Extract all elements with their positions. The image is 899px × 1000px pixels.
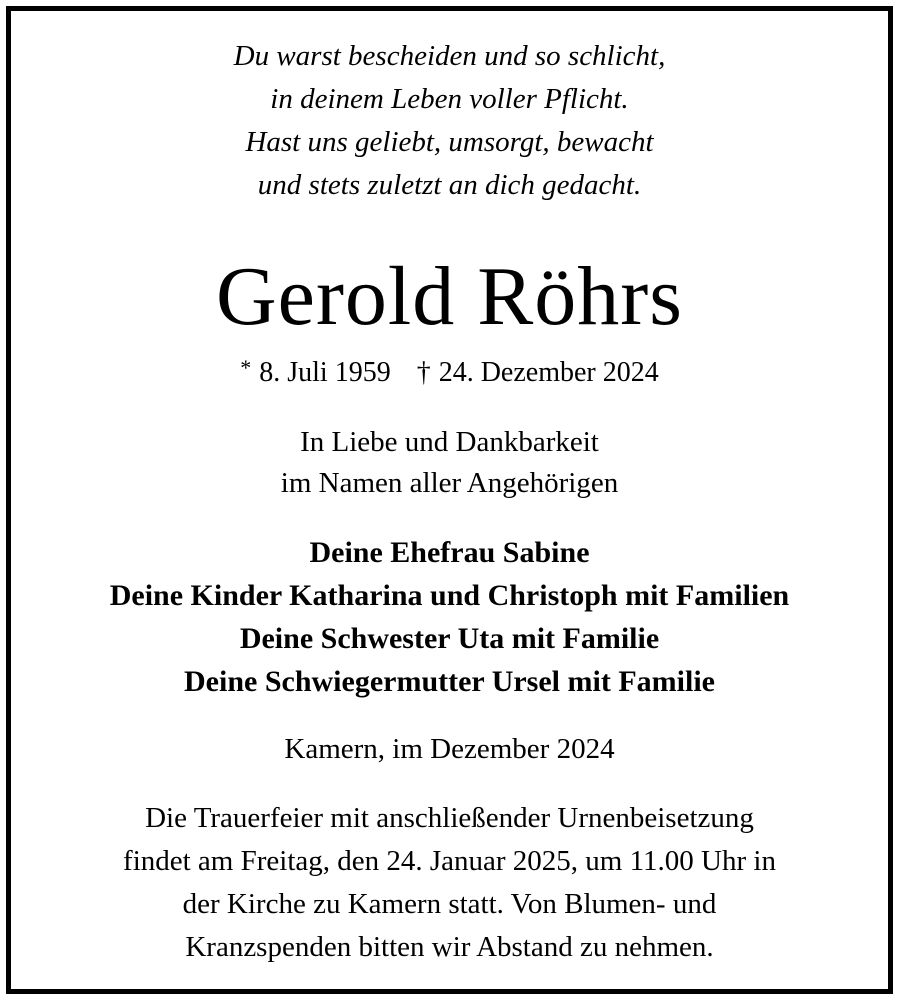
birth-symbol: * [240, 355, 252, 380]
death-date: 24. Dezember 2024 [438, 357, 659, 388]
poem-line: Du warst bescheiden und so schlicht, [233, 40, 666, 72]
poem-line: Hast uns geliebt, umsorgt, bewacht [245, 126, 654, 158]
family-member-line: Deine Schwiegermutter Ursel mit Familie [184, 665, 715, 698]
death-symbol: † [416, 357, 431, 388]
life-dates [0, 355, 899, 389]
poem-line: und stets zuletzt an dich gedacht. [257, 169, 642, 201]
family-member-line: Deine Schwester Uta mit Familie [239, 622, 660, 655]
ceremony-line: der Kirche zu Kamern statt. Von Blumen- und [182, 888, 717, 920]
family-member-line: Deine Ehefrau Sabine [309, 536, 590, 569]
deceased-name: Gerold Röhrs [216, 250, 683, 343]
ceremony-line: Kranzspenden bitten wir Abstand zu nehmen. [185, 931, 714, 963]
birth-date: 8. Juli 1959 [259, 357, 391, 388]
place-date: Kamern, im Dezember 2024 [284, 733, 615, 765]
family-member-line: Deine Kinder Katharina und Christoph mit Familien [109, 579, 790, 612]
ceremony-line: findet am Freitag, den 24. Januar 2025, um 11.00 Uhr in [123, 845, 776, 877]
poem-line: in deinem Leben voller Pflicht. [270, 83, 629, 115]
ceremony-line: Die Trauerfeier mit anschließender Urnenbeisetzung [145, 802, 754, 834]
dedication-line: im Namen aller Angehörigen [280, 467, 619, 499]
dedication-line: In Liebe und Dankbarkeit [300, 426, 599, 458]
